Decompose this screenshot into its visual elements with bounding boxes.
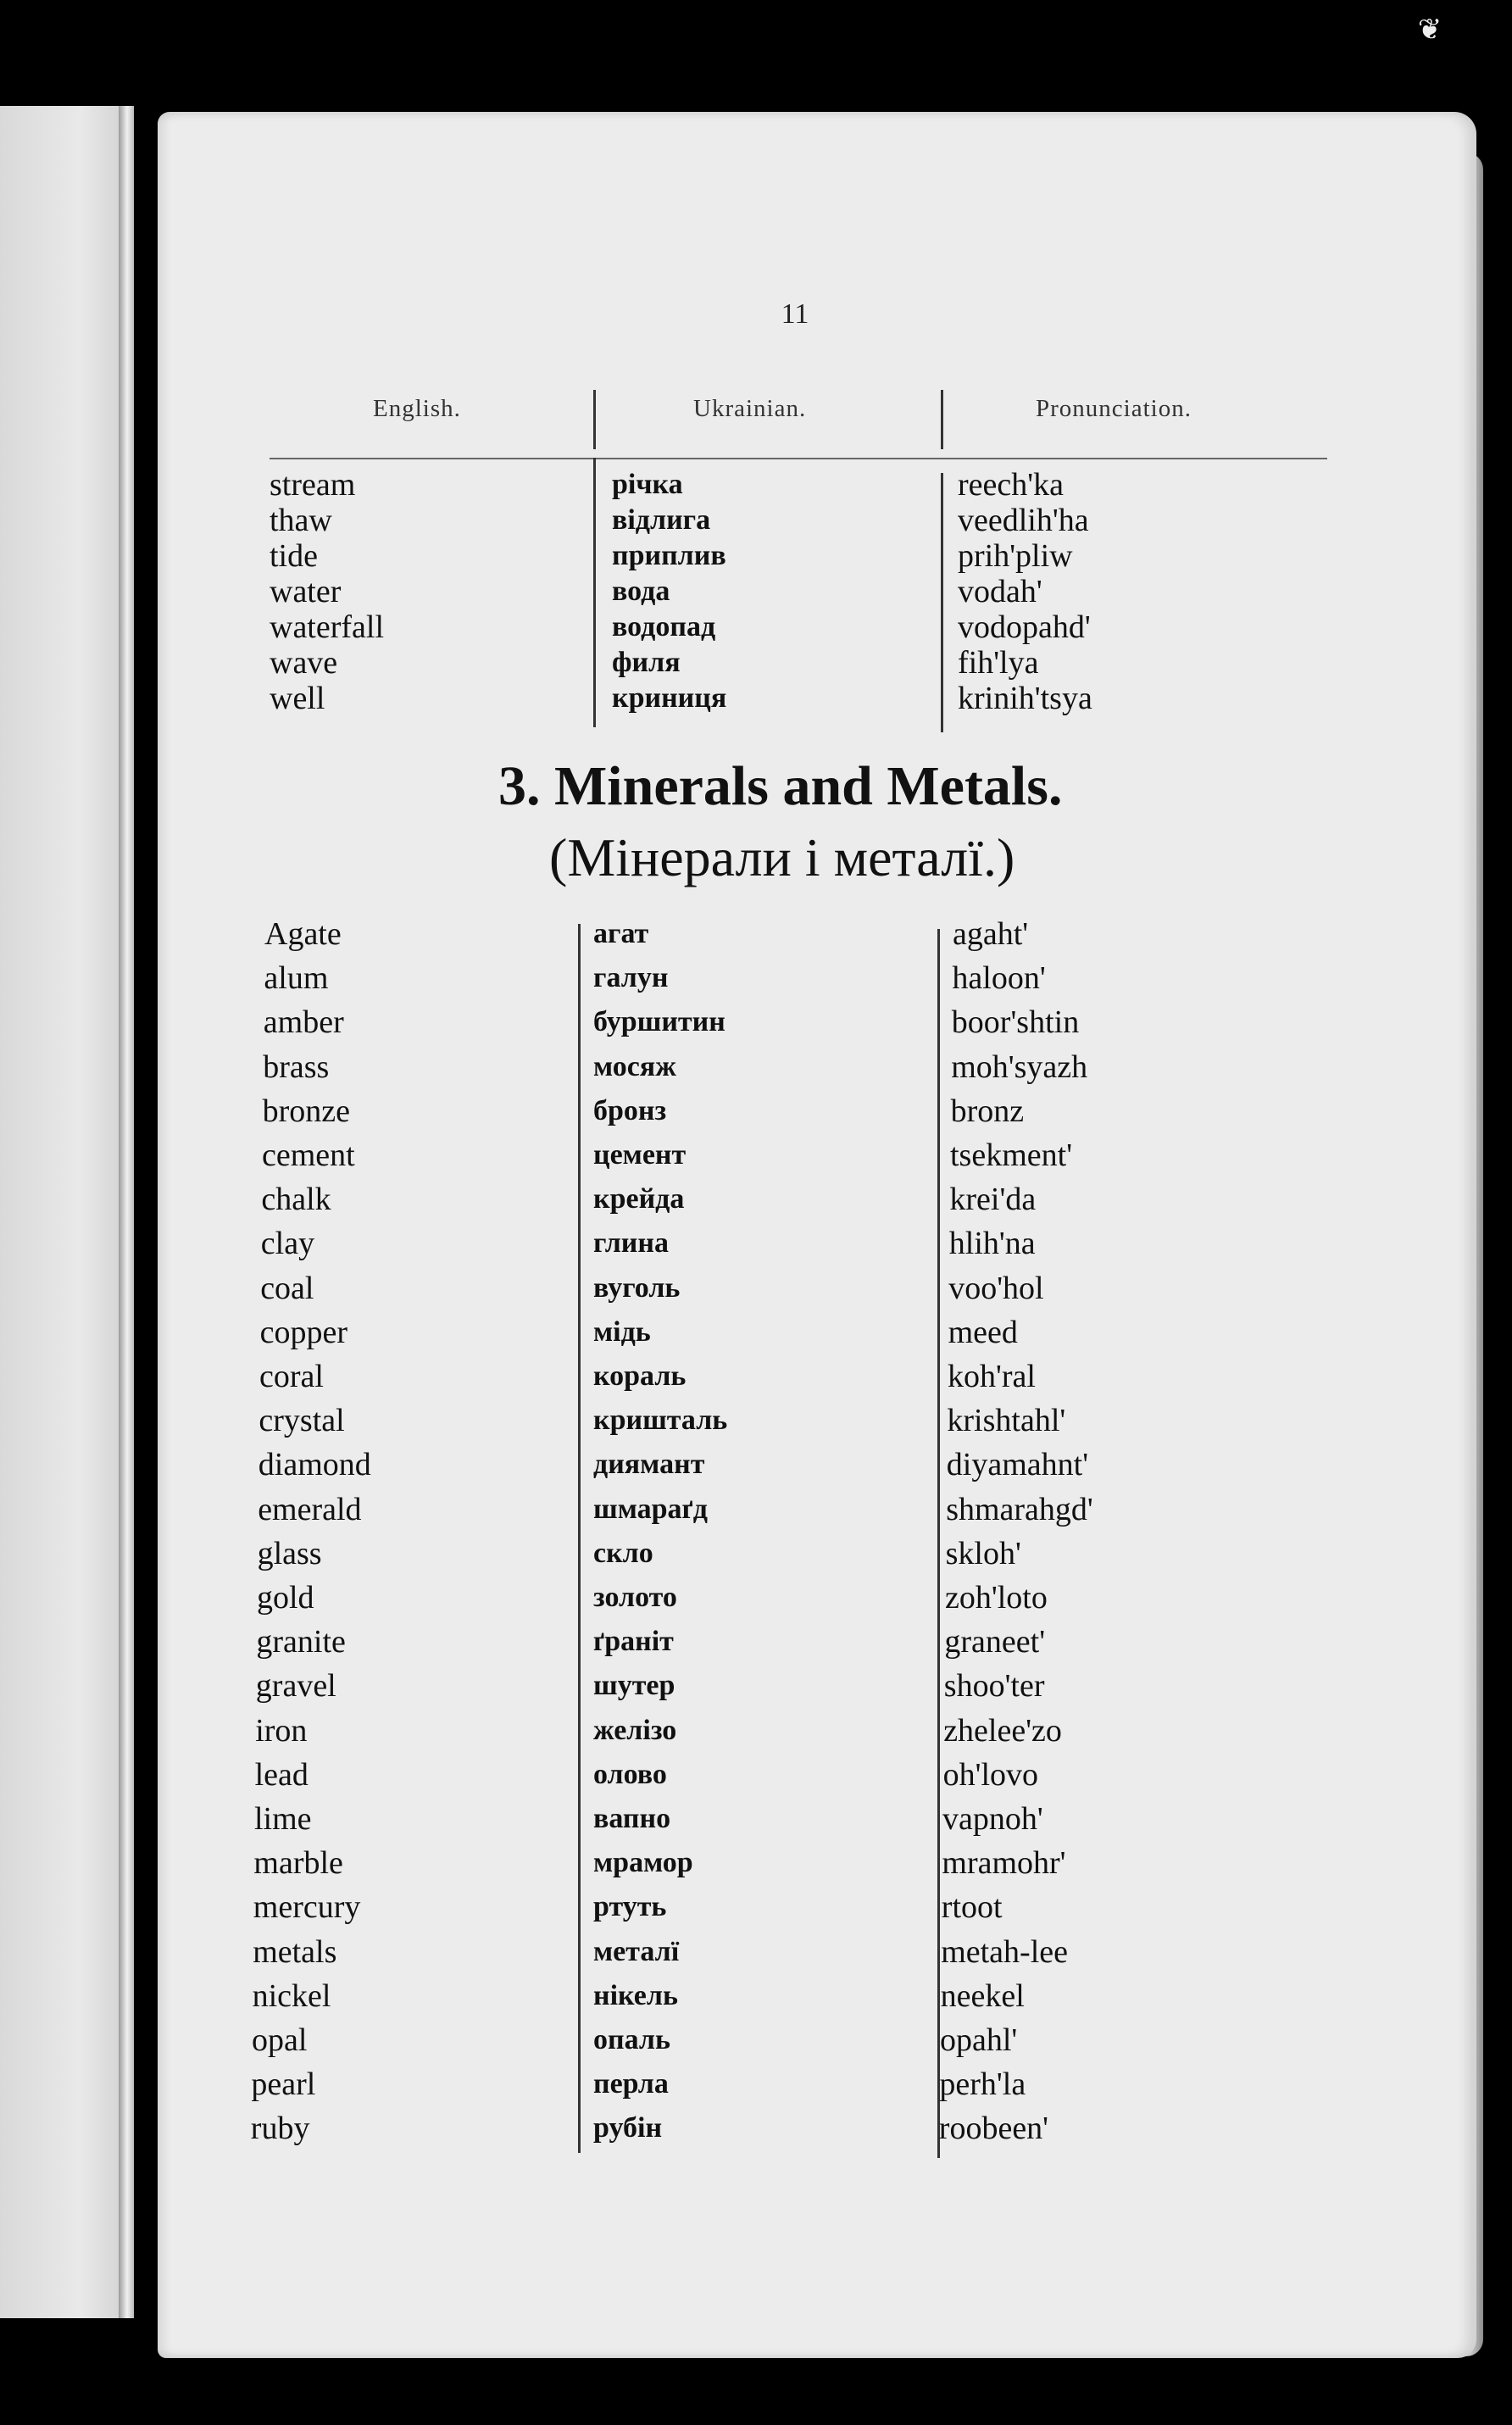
pronunciation: vodopahd' (958, 609, 1091, 645)
ukrainian-word: золото (593, 1582, 677, 1613)
english-word: diamond (258, 1447, 371, 1483)
pronunciation: voo'hol (948, 1270, 1044, 1306)
pronunciation: neekel (940, 1977, 1025, 2014)
english-word: iron (255, 1712, 308, 1749)
english-word: metals (253, 1933, 337, 1970)
english-word: opal (252, 2022, 308, 2058)
ukrainian-word: приплив (612, 540, 726, 571)
book-spine-shadow (119, 106, 134, 2318)
english-word: waterfall (270, 609, 385, 645)
pronunciation: agaht' (953, 916, 1029, 952)
scanner-mark-icon: ❦ (1417, 14, 1443, 46)
ukrainian-word: ртуть (593, 1891, 667, 1923)
pronunciation: opahl' (940, 2022, 1018, 2058)
english-word: Agate (264, 916, 342, 952)
ukrainian-word: галун (593, 962, 669, 994)
ukrainian-word: криниця (612, 682, 727, 714)
pronunciation: mramohr' (942, 1845, 1066, 1882)
ukrainian-word: агат (593, 918, 649, 949)
pronunciation: krei'da (949, 1182, 1037, 1218)
ukrainian-word: шутер (593, 1670, 675, 1702)
pronunciation: graneet' (944, 1624, 1046, 1660)
ukrainian-word: буршитин (593, 1006, 725, 1038)
pronunciation: metah-lee (941, 1933, 1068, 1970)
column-divider-3 (578, 924, 581, 2153)
english-word: copper (259, 1314, 347, 1350)
ukrainian-word: диямант (593, 1449, 705, 1481)
ukrainian-word: кораль (593, 1360, 687, 1392)
pronunciation: fih'lya (958, 645, 1039, 681)
english-word: amber (263, 1004, 344, 1041)
column-divider-4 (937, 929, 940, 2158)
english-word: bronze (262, 1093, 350, 1129)
pronunciation: zoh'loto (945, 1580, 1048, 1616)
ukrainian-word: бронз (593, 1094, 667, 1126)
pronunciation: tsekment' (950, 1137, 1073, 1173)
ukrainian-word: кришталь (593, 1404, 728, 1437)
ukrainian-word: водопад (612, 611, 716, 642)
english-word: chalk (261, 1182, 331, 1218)
page-number: 11 (781, 298, 809, 330)
ukrainian-word: филя (612, 647, 681, 678)
english-word: glass (257, 1535, 322, 1571)
english-word: coal (260, 1270, 314, 1306)
english-word: stream (270, 467, 356, 503)
ukrainian-word: вуголь (593, 1271, 681, 1304)
english-word: granite (256, 1624, 346, 1660)
english-word: brass (263, 1048, 330, 1085)
ukrainian-word: річка (612, 469, 683, 500)
ukrainian-word: мосяж (593, 1050, 676, 1082)
english-word: pearl (251, 2066, 316, 2103)
pronunciation: diyamahnt' (946, 1447, 1089, 1483)
ukrainian-word: цемент (593, 1139, 687, 1171)
pronunciation: meed (948, 1314, 1018, 1350)
english-word: alum (264, 960, 329, 997)
pronunciation: krinih'tsya (958, 681, 1092, 716)
header-english: English. (373, 395, 461, 422)
pronunciation: zhelee'zo (943, 1712, 1062, 1749)
ukrainian-word: мідь (593, 1315, 651, 1348)
english-word: ruby (250, 2111, 310, 2147)
pronunciation: skloh' (945, 1535, 1021, 1571)
english-word: lime (254, 1801, 312, 1837)
book-page (158, 112, 1476, 2358)
english-word: gravel (255, 1668, 336, 1705)
english-word: clay (260, 1226, 315, 1262)
header-pronunciation: Pronunciation. (1036, 395, 1192, 422)
header-ukrainian: Ukrainian. (693, 395, 807, 422)
english-word: marble (253, 1845, 343, 1882)
ukrainian-word: ґраніт (593, 1626, 674, 1658)
previous-page-edge (0, 106, 134, 2318)
section-subtitle: (Мінерали і металї.) (549, 827, 1015, 887)
pronunciation: rtoot (941, 1889, 1003, 1926)
english-word: gold (257, 1580, 314, 1616)
ukrainian-word: олово (593, 1758, 667, 1790)
english-word: water (270, 574, 342, 609)
ukrainian-word: глина (593, 1227, 669, 1260)
ukrainian-word: шмараґд (593, 1493, 708, 1525)
english-word: well (270, 681, 325, 716)
ukrainian-word: рубін (593, 2112, 663, 2144)
pronunciation: bronz (950, 1093, 1025, 1129)
english-word: lead (254, 1756, 309, 1793)
ukrainian-word: вапно (593, 1803, 671, 1834)
ukrainian-word: відлига (612, 504, 711, 536)
pronunciation: perh'la (939, 2066, 1026, 2103)
pronunciation: moh'syazh (951, 1048, 1088, 1085)
pronunciation: krishtahl' (947, 1403, 1066, 1439)
pronunciation: veedlih'ha (958, 503, 1089, 538)
ukrainian-word: вода (612, 576, 670, 607)
english-word: crystal (258, 1403, 345, 1439)
english-word: coral (259, 1359, 324, 1394)
header-divider-1 (593, 390, 596, 449)
english-word: emerald (258, 1491, 362, 1527)
ukrainian-word: перла (593, 2068, 669, 2100)
section-title: 3. Minerals and Metals. (498, 755, 1063, 817)
english-word: wave (270, 645, 338, 681)
pronunciation: haloon' (952, 960, 1046, 997)
column-divider-2 (941, 473, 943, 732)
ukrainian-word: желізо (593, 1714, 677, 1746)
ukrainian-word: скло (593, 1537, 653, 1569)
pronunciation: oh'lovo (942, 1756, 1038, 1793)
column-divider-1 (593, 458, 596, 727)
pronunciation: koh'ral (948, 1359, 1036, 1394)
ukrainian-word: нікель (593, 1979, 678, 2011)
english-word: nickel (252, 1977, 331, 2014)
ukrainian-word: металї (593, 1935, 680, 1967)
pronunciation: vapnoh' (942, 1801, 1043, 1837)
pronunciation: roobeen' (938, 2111, 1049, 2147)
pronunciation: hlih'na (948, 1226, 1036, 1262)
english-word: mercury (253, 1889, 361, 1926)
pronunciation: vodah' (958, 574, 1042, 609)
english-word: cement (262, 1137, 355, 1173)
pronunciation: reech'ka (958, 467, 1064, 503)
pronunciation: prih'pliw (958, 538, 1073, 574)
pronunciation: shoo'ter (943, 1668, 1045, 1705)
ukrainian-word: крейда (593, 1183, 685, 1215)
header-rule (270, 458, 1327, 459)
pronunciation: boor'shtin (951, 1004, 1080, 1041)
pronunciation: shmarahgd' (946, 1491, 1093, 1527)
ukrainian-word: мрамор (593, 1847, 693, 1879)
header-divider-2 (941, 390, 943, 449)
ukrainian-word: опаль (593, 2024, 670, 2055)
english-word: thaw (270, 503, 332, 538)
english-word: tide (270, 538, 318, 574)
